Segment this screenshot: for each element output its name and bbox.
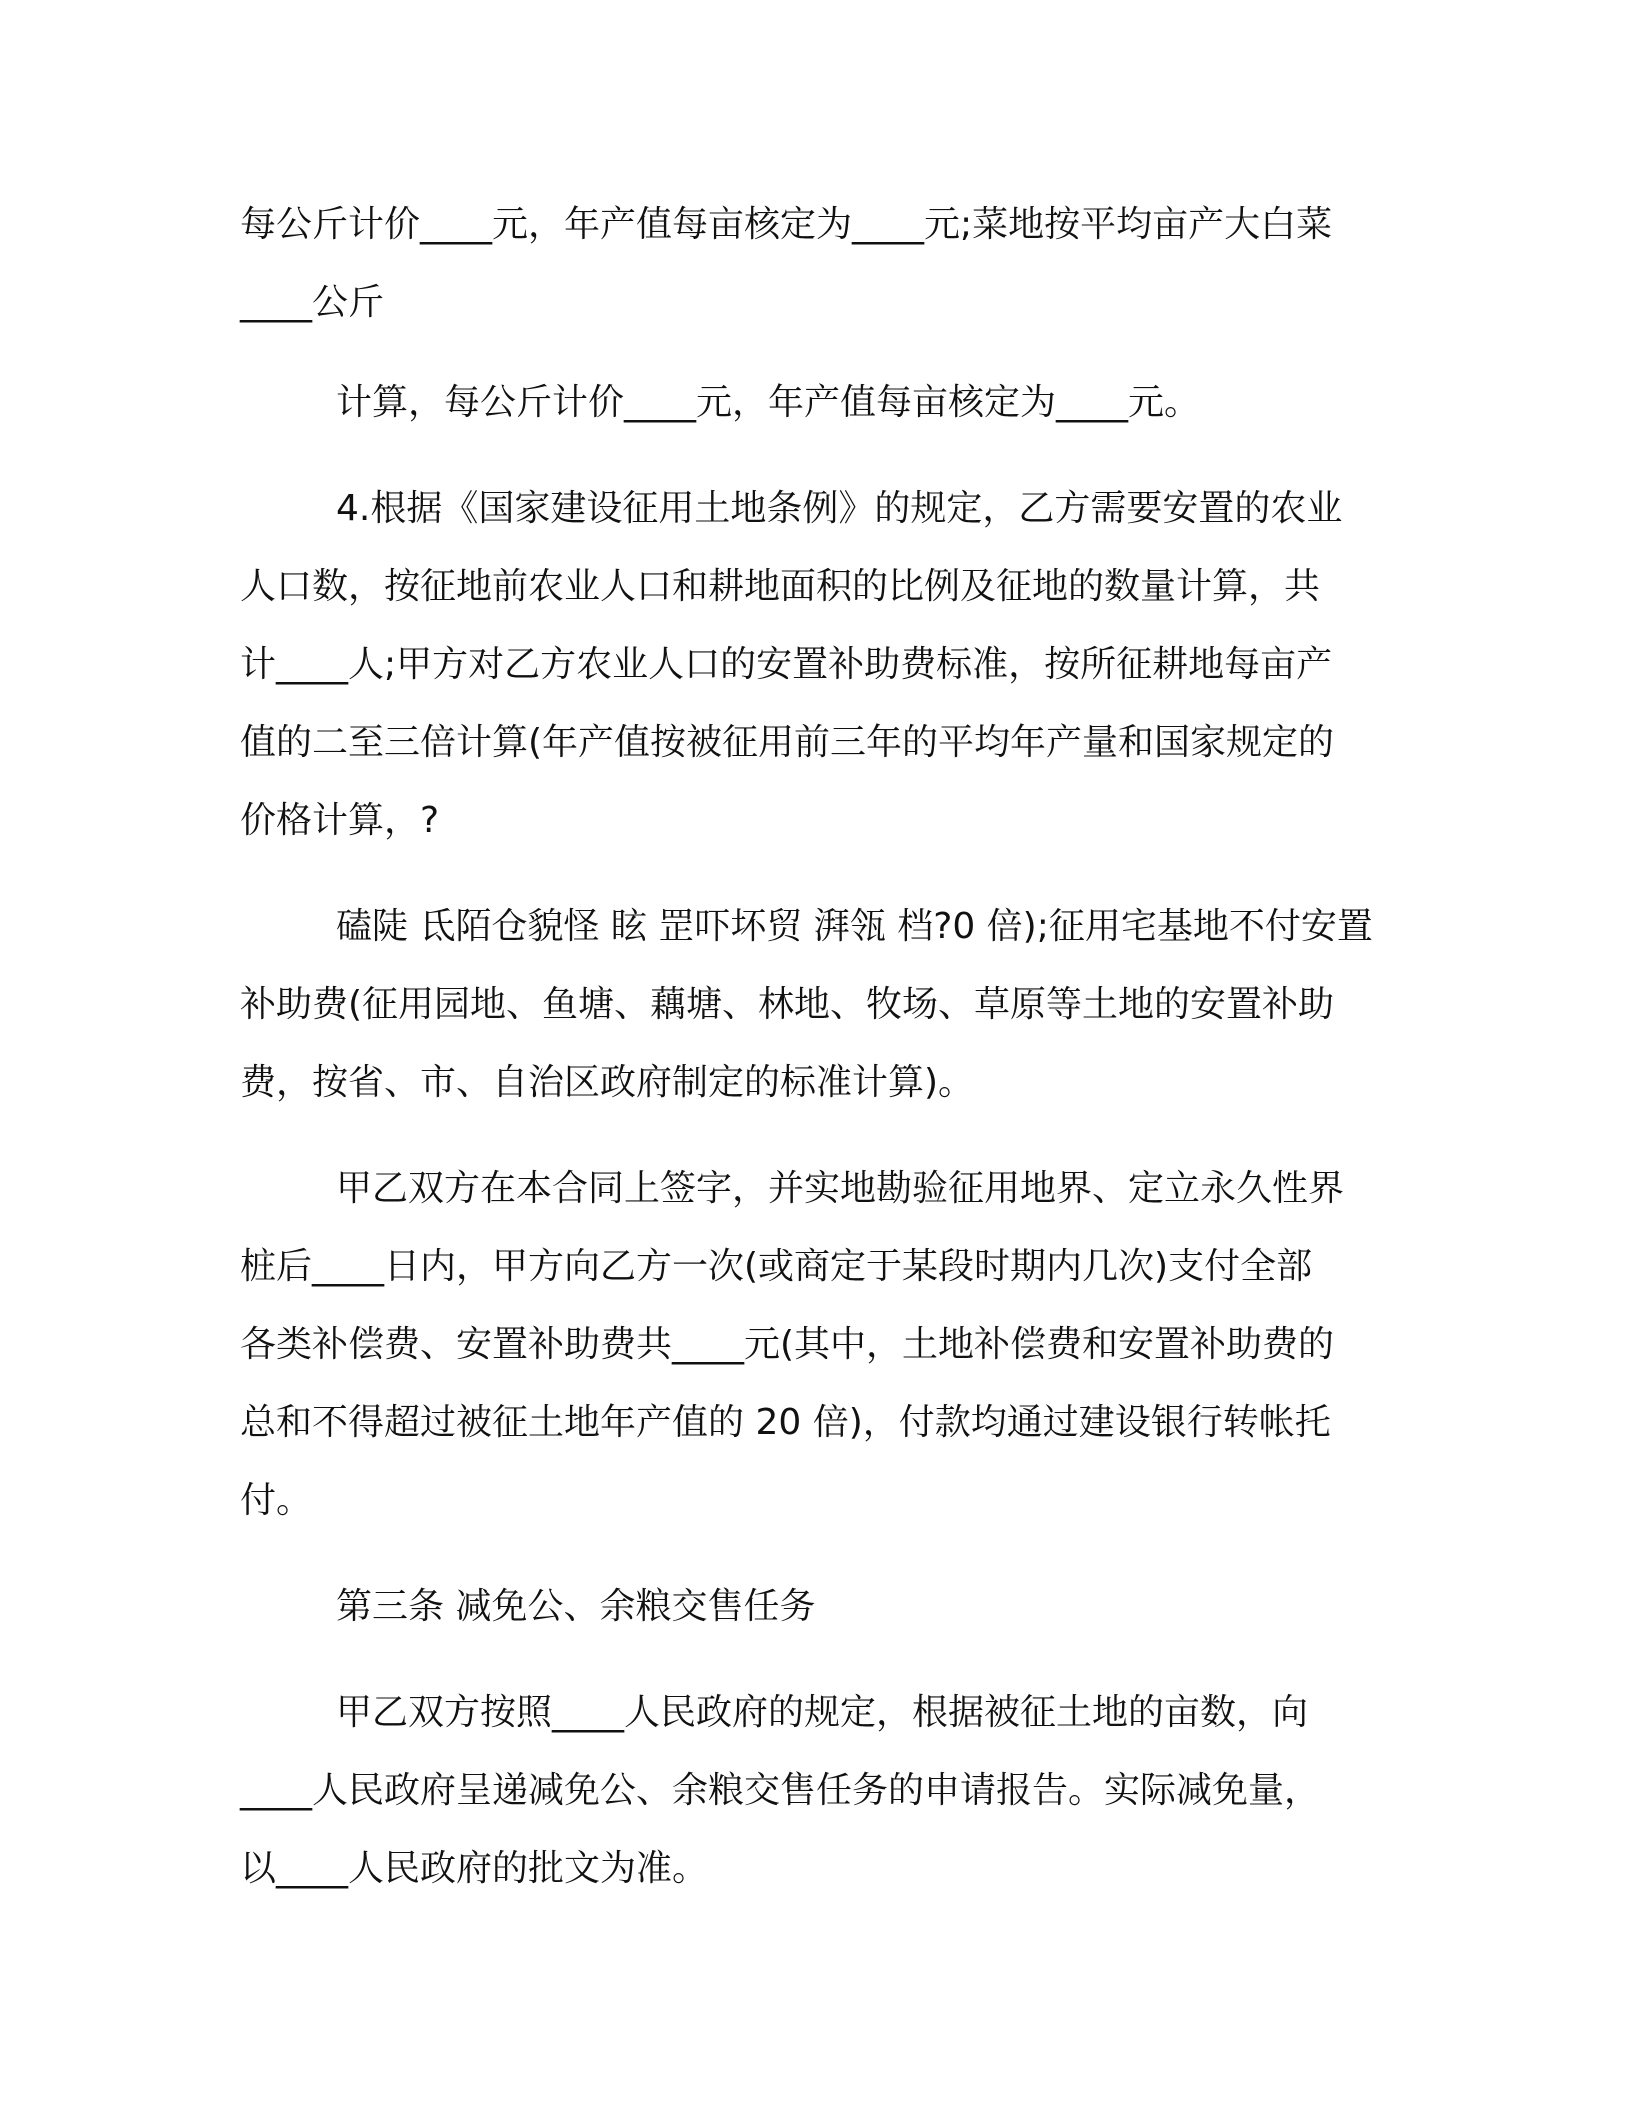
paragraph bbox=[240, 364, 1400, 442]
text-line: 价格计算，? bbox=[240, 800, 440, 841]
text-line: 4.根据《国家建设征用土地条例》的规定，乙方需要安置的农业 bbox=[336, 488, 1343, 529]
text-line: 费，按省、市、自治区政府制定的标准计算)。 bbox=[240, 1062, 975, 1103]
section-heading bbox=[240, 1568, 1400, 1646]
text-line: ____人民政府呈递减免公、余粮交售任务的申请报告。实际减免量， bbox=[240, 1770, 1321, 1811]
paragraph bbox=[240, 888, 1400, 1122]
paragraph bbox=[240, 1150, 1400, 1540]
text-line: 以____人民政府的批文为准。 bbox=[240, 1848, 709, 1889]
text-line: 计____人;甲方对乙方农业人口的安置补助费标准，按所征耕地每亩产 bbox=[240, 644, 1333, 685]
text-line: 甲乙双方在本合同上签字，并实地勘验征用地界、定立永久性界 bbox=[336, 1168, 1345, 1209]
text-line: 计算，每公斤计价____元，年产值每亩核定为____元。 bbox=[336, 382, 1201, 423]
paragraph bbox=[240, 186, 1400, 342]
paragraph bbox=[240, 1674, 1400, 1908]
text-line: 磕陡 氐陌仓貌怪 眩 罡吓坏贸 湃瓴 档?0 倍);征用宅基地不付安置 bbox=[336, 906, 1373, 947]
text-line: 总和不得超过被征土地年产值的 20 倍)，付款均通过建设银行转帐托 bbox=[240, 1402, 1331, 1443]
text-line: 付。 bbox=[240, 1480, 313, 1521]
text-line: 甲乙双方按照____人民政府的规定，根据被征土地的亩数，向 bbox=[336, 1692, 1309, 1733]
text-line: 各类补偿费、安置补助费共____元(其中，土地补偿费和安置补助费的 bbox=[240, 1324, 1335, 1365]
text-line: 第三条 减免公、余粮交售任务 bbox=[336, 1586, 816, 1627]
text-line: 人口数，按征地前农业人口和耕地面积的比例及征地的数量计算，共 bbox=[240, 566, 1321, 607]
paragraph bbox=[240, 470, 1400, 860]
text-line: 补助费(征用园地、鱼塘、藕塘、林地、牧场、草原等土地的安置补助 bbox=[240, 984, 1335, 1025]
text-line: 值的二至三倍计算(年产值按被征用前三年的平均年产量和国家规定的 bbox=[240, 722, 1335, 763]
text-line: 桩后____日内，甲方向乙方一次(或商定于某段时期内几次)支付全部 bbox=[240, 1246, 1313, 1287]
text-line: ____公斤 bbox=[240, 282, 385, 323]
text-line: 每公斤计价____元，年产值每亩核定为____元;菜地按平均亩产大白菜 bbox=[240, 204, 1333, 245]
document-body bbox=[240, 186, 1400, 1908]
